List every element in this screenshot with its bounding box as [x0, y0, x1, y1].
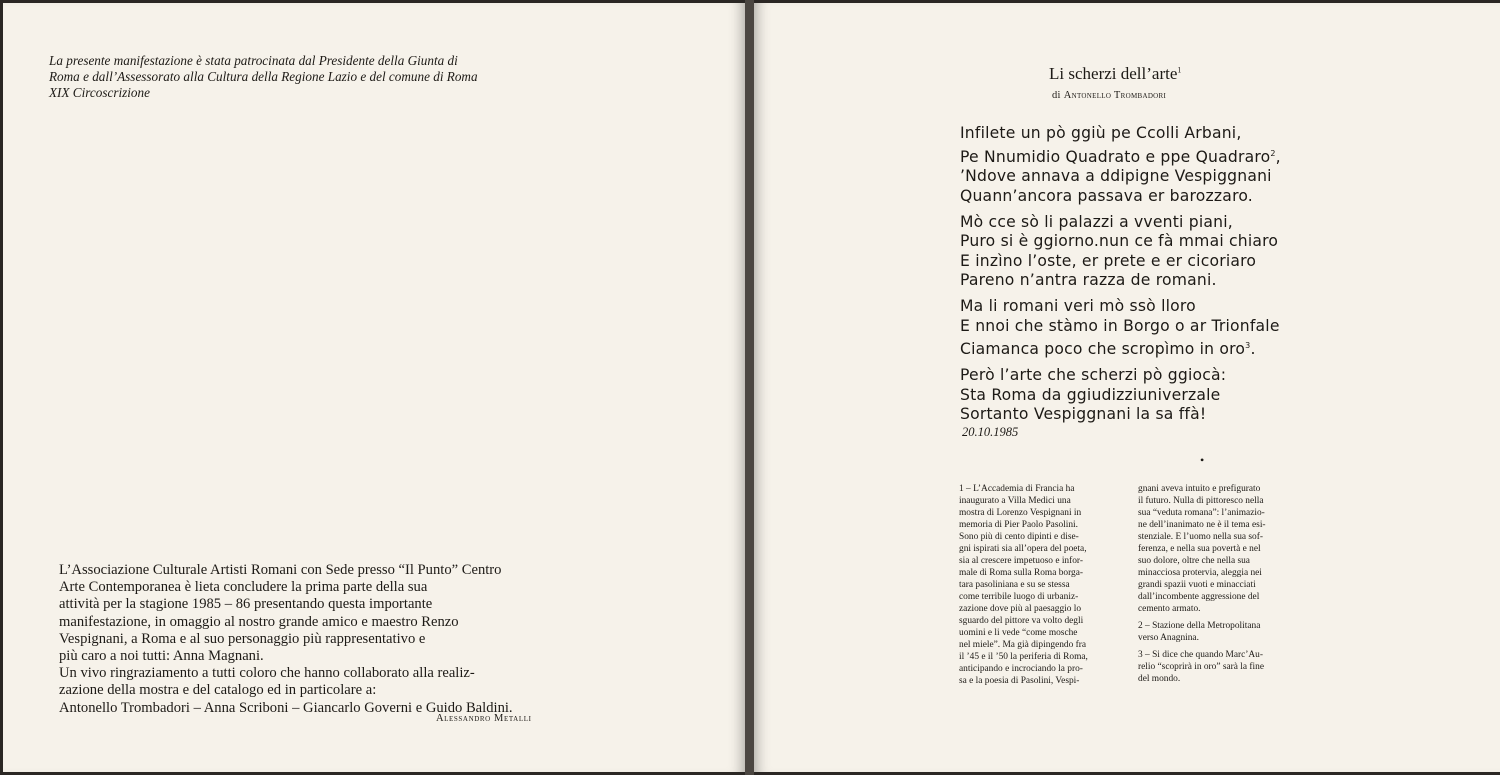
footnote-line: il ’45 e il ’50 la periferia di Roma, [959, 652, 1088, 662]
footnote-line: dall’incombente aggressione del [1138, 592, 1260, 602]
poem-line: ’Ndove annava a ddipigne Vespiggnani [960, 167, 1272, 186]
book-gutter [745, 0, 754, 775]
statement-line: L’Associazione Culturale Artisti Romani con Sede presso “Il Punto” Centro [59, 562, 502, 578]
author-name: Antonello Trombadori [1063, 90, 1167, 101]
footnote-line: tara pasoliniana e su se stessa [959, 580, 1070, 590]
footnote-line: 3 – Si dice che quando Marc’Au- [1138, 650, 1263, 660]
signature: Alessandro Metalli [436, 713, 532, 724]
patronage-line: XIX Circoscrizione [49, 85, 150, 100]
statement-line: Un vivo ringraziamento a tutti coloro che hanno collaborato alla realiz- [59, 665, 475, 682]
poem-line: Sta Roma da ggiudizziuniverzale [960, 385, 1221, 404]
statement-line: manifestazione, in omaggio al nostro grande amico e maestro Renzo [59, 613, 459, 630]
left-page [0, 0, 745, 775]
stanza [960, 213, 1281, 291]
poem-line: Pareno n’antra razza de romani. [960, 271, 1217, 290]
footnote-line: memoria di Pier Paolo Pasolini. [959, 520, 1079, 530]
footnote-ref: 1 [1177, 65, 1182, 75]
footnote-line: ferenza, e nella sua povertà e nel [1138, 544, 1261, 554]
page-edge-top [0, 0, 745, 3]
footnote-line: verso Anagnina. [1138, 633, 1199, 643]
footnote-line: male di Roma sulla Roma borga- [959, 568, 1084, 578]
footnote-line: sia al crescere impetuoso e infor- [959, 556, 1083, 566]
statement-line: Antonello Trombadori – Anna Scriboni – Giancarlo Governi e Guido Baldini. [59, 699, 513, 716]
poem-line-end: , [1275, 147, 1281, 166]
footnote-line: inaugurato a Villa Medici una [959, 496, 1071, 506]
footnote-line: come terribile luogo di urbaniz- [959, 592, 1079, 602]
page-edge-left [0, 0, 3, 775]
statement-line: più caro a noi tutti: Anna Magnani. [59, 648, 264, 665]
poem-line-text: Pe Nnumidio Quadrato e ppe Quadraro [960, 147, 1271, 166]
poem-line: E inzìno l’oste, er prete e er cicoriaro [960, 251, 1257, 270]
footnotes-column-2 [1138, 483, 1308, 685]
footnotes-column-1 [959, 483, 1129, 687]
author-prefix: di [1052, 90, 1061, 101]
poem-line: Però l’arte che scherzi pò ggiocà: [960, 365, 1227, 384]
patronage-note [49, 53, 569, 101]
footnote-line: gni ispirati sia all’opera del poeta, [959, 544, 1087, 554]
footnote-line: ne dell’inanimato ne è il tema esi- [1138, 520, 1266, 530]
footnote-line: 1 – L’Accademia di Francia ha [959, 484, 1075, 494]
poem-line: Infilete un pò ggiù pe Ccolli Arbani, [960, 124, 1242, 142]
footnote-line: anticipando e incrociando la pro- [959, 664, 1083, 674]
stanza [960, 297, 1281, 360]
footnote-ref: 2 [1270, 148, 1276, 158]
poem-line: Ma li romani veri mò ssò lloro [960, 296, 1196, 315]
association-statement [59, 562, 579, 717]
footnote-line: sua “veduta romana”: l’animazio- [1138, 508, 1265, 518]
footnote-line: zazione dove più al paesaggio lo [959, 604, 1082, 614]
poem-line: Sortanto Vespiggnani la sa ffà! [960, 405, 1207, 424]
statement-line: Vespignani, a Roma e al suo personaggio più rappresentativo e [59, 630, 426, 647]
poem-line: Puro si è ggiorno.nun ce fà mmai chiaro [960, 232, 1279, 251]
footnote-line: nel miele”. Ma già dipingendo fra [959, 640, 1087, 650]
stanza [960, 124, 1281, 207]
footnote-line: del mondo. [1138, 674, 1181, 684]
footnote-ref: 3 [1245, 341, 1251, 351]
poem-line [960, 144, 1281, 168]
poem-line-text: Ciamanca poco che scropìmo in oro [960, 340, 1246, 359]
poem-line: Mò cce sò li palazzi a vventi piani, [960, 212, 1233, 231]
poem-author [1052, 90, 1166, 101]
footnote-line: uomini e li vede “come mosche [959, 628, 1078, 638]
footnote-line: il futuro. Nulla di pittoresco nella [1138, 496, 1264, 506]
poem [960, 124, 1281, 431]
poem-date: 20.10.1985 [962, 425, 1019, 439]
footnote-line: grandi spazii vuoti e minacciati [1138, 580, 1256, 590]
statement-line: Arte Contemporanea è lieta concludere la prima parte della sua [59, 579, 428, 596]
stray-mark: • [1200, 453, 1205, 467]
footnote-line: gnani aveva intuito e prefigurato [1138, 484, 1261, 494]
page-edge-top [754, 0, 1500, 3]
footnote-line: stenziale. E l’uomo nella sua sof- [1138, 532, 1263, 542]
footnote-line: relio “scoprirà in oro” sarà la fine [1138, 662, 1264, 672]
poem-line-end: . [1250, 340, 1256, 359]
poem-title-text: Li scherzi dell’arte [1049, 64, 1178, 83]
footnote-line: Sono più di cento dipinti e dise- [959, 532, 1079, 542]
footnote-line: 2 – Stazione della Metropolitana [1138, 621, 1261, 631]
footnote-line: suo dolore, oltre che nella sua [1138, 556, 1250, 566]
footnote-line: minacciosa protervia, aleggia nei [1138, 568, 1262, 578]
poem-line: Quann’ancora passava er barozzaro. [960, 186, 1253, 205]
footnote-line: sa e la poesia di Pasolini, Vespi- [959, 676, 1080, 686]
poem-line: E nnoi che stàmo in Borgo o ar Trionfale [960, 316, 1280, 335]
stanza [960, 366, 1281, 425]
footnote-line: sguardo del pittore va volto degli [959, 616, 1084, 626]
poem-line [960, 336, 1281, 360]
statement-line: attività per la stagione 1985 – 86 presentando questa importante [59, 596, 433, 613]
poem-title [1049, 64, 1181, 84]
patronage-line: La presente manifestazione è stata patrocinata dal Presidente della Giunta di [49, 53, 458, 68]
footnote-line: cemento armato. [1138, 604, 1201, 614]
patronage-line: Roma e dall’Assessorato alla Cultura della Regione Lazio e del comune di Roma [49, 69, 478, 84]
statement-line: zazione della mostra e del catalogo ed in particolare a: [59, 682, 377, 699]
footnote-line: mostra di Lorenzo Vespignani in [959, 508, 1082, 518]
